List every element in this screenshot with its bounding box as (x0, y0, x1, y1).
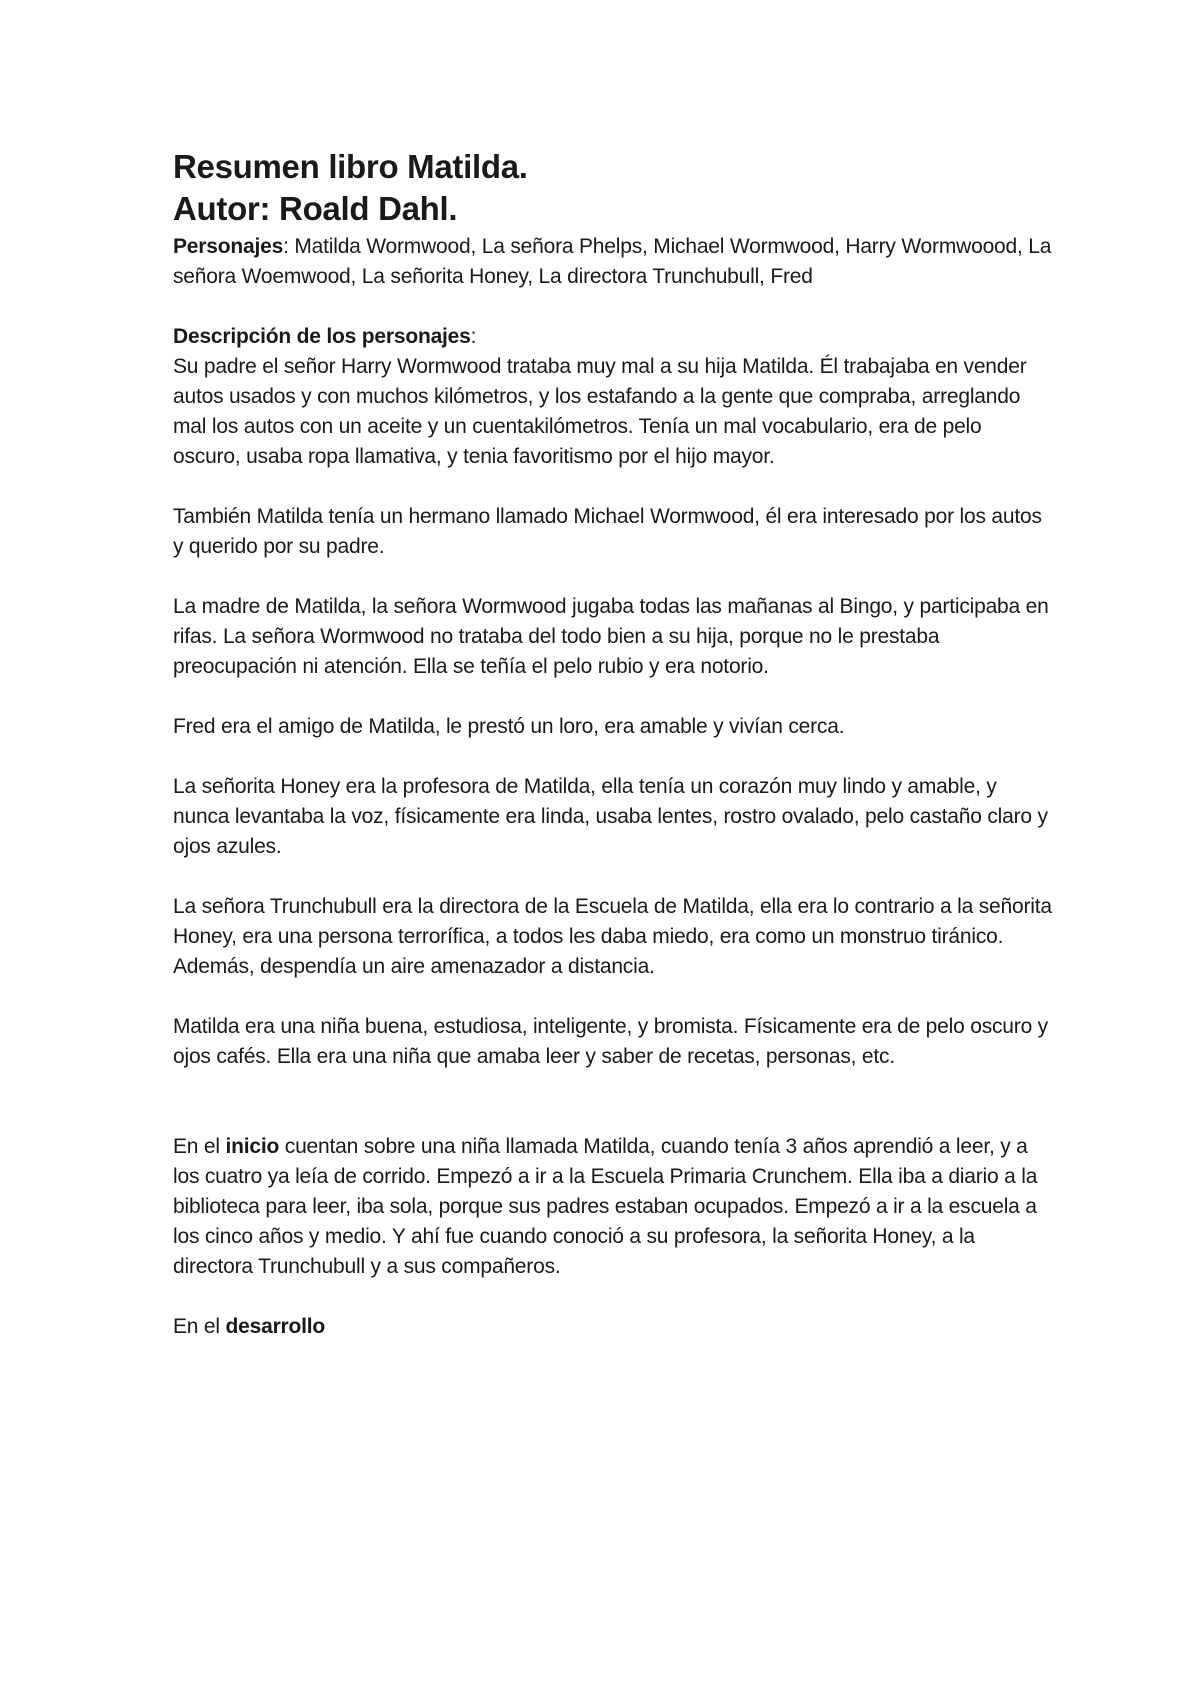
inicio-prefix: En el (173, 1135, 226, 1158)
descriptions-heading-colon: : (470, 325, 477, 348)
descriptions-heading-text: Descripción de los personajes (173, 325, 471, 348)
inicio-paragraph (173, 1132, 1053, 1282)
inicio-text: cuentan sobre una niña llamada Matilda, cuando tenía 3 años aprendió a leer, y a los cuatro ya leía de corrido. Empezó a ir a la Escuela Primaria Crunchem. Ella iba a diario a la biblioteca para leer, iba sola, porque sus padres estaban ocupados. Empezó a ir a la escuela a los cinco años y medio. Y ahí fue cuando conoció a su profesora, la señorita Honey, a la directora Trunchubull y a sus compañeros. (173, 1135, 1038, 1278)
description-matilda: Matilda era una niña buena, estudiosa, inteligente, y bromista. Físicamente era de pelo oscuro y ojos cafés. Ella era una niña que amaba leer y saber de recetas, personas, etc. (173, 1015, 1048, 1068)
descriptions-heading (173, 322, 1053, 352)
characters-label: Personajes (173, 235, 284, 258)
characters-list: Matilda Wormwood, La señora Phelps, Michael Wormwood, Harry Wormwoood, La señora Woemwood, La señorita Honey, La directora Trunchubull, Fred (173, 235, 1052, 288)
document-body (173, 146, 1053, 1342)
description-honey: La señorita Honey era la profesora de Matilda, ella tenía un corazón muy lindo y amable, y nunca levantaba la voz, físicamente era linda, usaba lentes, rostro ovalado, pelo castaño claro y ojos azules. (173, 775, 1048, 858)
document-author: Autor: Roald Dahl. (173, 190, 458, 227)
desarrollo-paragraph (173, 1312, 1053, 1342)
desarrollo-label: desarrollo (225, 1315, 326, 1338)
characters-paragraph (173, 232, 1053, 292)
description-fred: Fred era el amigo de Matilda, le prestó un loro, era amable y vivían cerca. (173, 715, 845, 738)
description-trunchubull: La señora Trunchubull era la directora de la Escuela de Matilda, ella era lo contrario a la señorita Honey, era una persona terrorífica, a todos les daba miedo, era como un monstruo tiránico. Además, despendía un aire amenazador a distancia. (173, 895, 1052, 978)
description-mother: La madre de Matilda, la señora Wormwood jugaba todas las mañanas al Bingo, y participaba en rifas. La señora Wormwood no trataba del todo bien a su hija, porque no le prestaba preocupación ni atención. Ella se teñía el pelo rubio y era notorio. (173, 595, 1049, 678)
desarrollo-prefix: En el (173, 1315, 226, 1338)
description-brother: También Matilda tenía un hermano llamado Michael Wormwood, él era interesado por los autos y querido por su padre. (173, 505, 1042, 558)
inicio-label: inicio (225, 1135, 280, 1158)
characters-colon: : (283, 235, 289, 258)
description-father: Su padre el señor Harry Wormwood trataba muy mal a su hija Matilda. Él trabajaba en vender autos usados y con muchos kilómetros, y los estafando a la gente que compraba, arreglando mal los autos con un aceite y un cuentakilómetros. Tenía un mal vocabulario, era de pelo oscuro, usaba ropa llamativa, y tenia favoritismo por el hijo mayor. (173, 355, 1027, 468)
document-title: Resumen libro Matilda. (173, 148, 528, 185)
